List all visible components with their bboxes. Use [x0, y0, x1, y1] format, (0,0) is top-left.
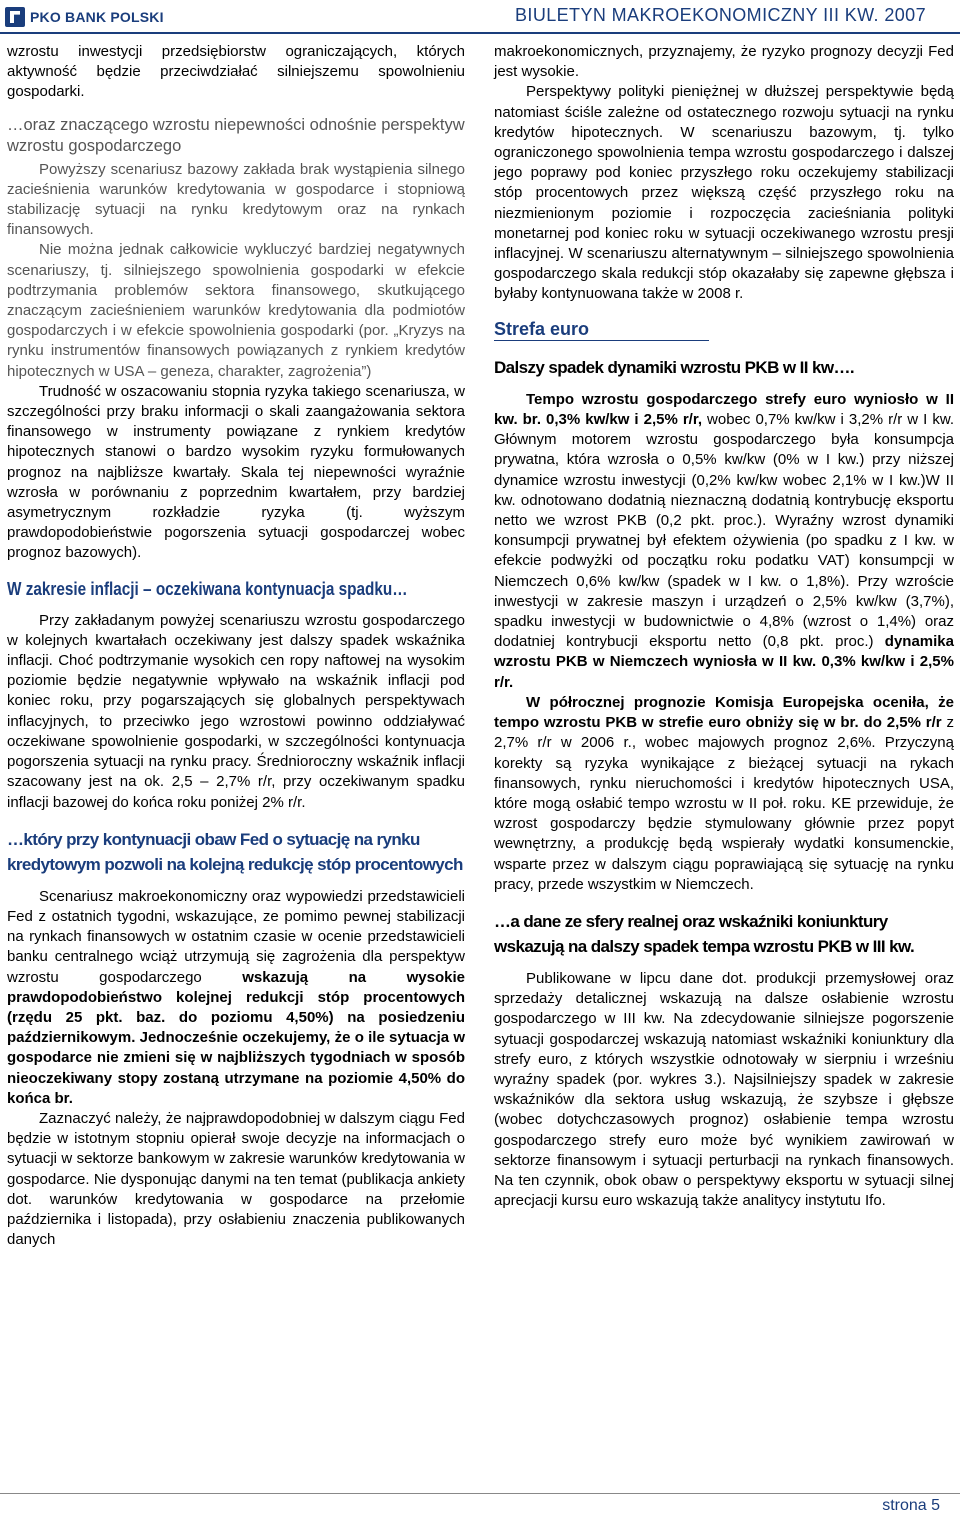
paragraph: Publikowane w lipcu dane dot. produkcji przemysłowej oraz sprzedaży detalicznej wskazują na dalsze osłabienie wzrostu gospodarczego w III kw. Na zdecydowanie silniejsze pogorszenie sytuacji gospodarczej wskazują natomiast wskaźniki koniunktury dla strefy euro, z których wszystkie odnotowały w sierpniu i wrześniu wyraźny spadek (por. wykres 3.). Najsilniejszy spadek w zakresie wskaźników dla sektora usług wskazują, że szybsze i głębsze (wobec dotychczasowych prognoz) osłabienie tempa wzrostu gospodarczego strefy euro może być wynikiem zawirowań w sektorze finansowym i sytuacji perturbacji na rynkach finansowych. Na ten czynnik, obok obaw o perspektywy eksportu w sytuacji silnej aprecjacji kursu euro wskazują także analitycy instytutu Ifo. — [494, 969, 954, 1210]
page-header — [0, 0, 960, 34]
paragraph: makroekonomicznych, przyznajemy, że ryzyko prognozy decyzji Fed jest wysokie. — [494, 43, 954, 81]
paragraph: Perspektywy polityki pieniężnej w dłuższej perspektywie będą natomiast ściśle zależne od ostatecznego rozwoju sytuacji na rynku kredytów hipotecznych. W scenariuszu bazowym, tj. tylko ograniczonego spowolnienia tempa wzrostu gospodarczego i dalszej jego poprawy pod koniec przyszłego roku oczekujemy stabilizacji stóp procentowych przez większą część przyszłego roku na niezmienionym poziomie i rozpoczęcia zacieśniania polityki monetarnej pod koniec roku w sytuacji oczekiwanego wzrostu presji inflacyjnej. W scenariuszu alternatywnym – silniejszego spowolnienia gospodarczego skala redukcji stóp okazałaby się zapewne głębsza i byłaby kontynuowana także w 2008 r. — [494, 83, 954, 303]
page-number: strona 5 — [882, 1497, 940, 1514]
logo-text: PKO BANK POLSKI — [30, 9, 164, 25]
paragraph-bold: wskazują na wysokie prawdopodobieństwo kolejnej redukcji stóp procentowych (rzędu 25 pkt. baz. do poziomu 4,50%) na posiedzeniu październikowym. Jednocześnie oczekujemy, że o ile sytuacja w gospodarce nie zmieni się w najbliższych tygodniach w sposób nieoczekiwany stopy zostaną utrzymane na poziomie 4,50% do końca br. — [7, 968, 466, 1107]
paragraph-text: z 2,7% r/r w 2006 r., wobec majowych prognoz 2,6%. Przyczyną korekty są ryzyka wynikające z bieżącej sytuacji na rykach finansowych, rynku nieruchomości i kredytów hipotecznych USA, które mogą osłabić tempo wzrostu w II poł. roku. KE przewiduje, że wzrost gospodarczy będzie stymulowany głównie przez popyt wewnętrzny, a produkcję będą wspierały wydatki konsumenckie, wsparte przez w dalszym ciągu poprawiającą się sytuację na rynku pracy, przede wszystkim w Niemczech. — [494, 714, 954, 893]
paragraph: wzrostu inwestycji przedsiębiorstw ograniczających, których aktywność będzie przeciwdziałać silniejszemu spowolnieniu gospodarki. — [7, 43, 465, 101]
right-column — [494, 42, 954, 1211]
bulletin-title: BIULETYN MAKROEKONOMICZNY III KW. 2007 — [515, 5, 926, 25]
paragraph: Zaznaczyć należy, że najprawdopodobniej w dalszym ciągu Fed będzie w istotnym stopniu opierał swoje decyzje na informacjach o sytuacji w sektorze bankowym w zakresie warunków kredytowania w gospodarce. Nie dysponując danymi na ten temat (publikacja ankiety dot. warunków kredytowania w gospodarce na przełomie października i listopada), przy osłabieniu znaczenia publikowanych danych — [7, 1109, 465, 1249]
section-heading: W zakresie inflacji – oczekiwana kontynuacja spadku… — [7, 578, 408, 599]
section-heading: Dalszy spadek dynamiki wzrostu PKB w II kw…. — [494, 357, 854, 377]
section-heading: …który przy kontynuacji obaw Fed o sytuację na rynku kredytowym pozwoli na kolejną redukcję stóp procentowych — [7, 829, 463, 874]
section-heading: …a dane ze sfery realnej oraz wskaźniki koniunktury wskazują na dalszy spadek tempa wzrostu PKB w III kw. — [494, 911, 915, 956]
header-divider — [0, 32, 960, 34]
paragraph: Nie można jednak całkowicie wykluczyć bardziej negatywnych scenariuszy, tj. silniejszego spowolnienia gospodarki w efekcie podtrzymania problemów sektora finansowego, skutkującego znaczącym zacieśnieniem warunków kredytowania dla podmiotów gospodarczych i w efekcie spowolnienia gospodarki (por. „Kryzys na rynku instrumentów finansowych powiązanych z rynkiem kredytów hipotecznych w USA – geneza, charakter, zagrożenia”) — [7, 241, 465, 380]
paragraph-bold: Tempo wzrostu gospodarczego strefy euro wyniosło w II kw. br. 0,3% kw/kw i 2,5% r/r, — [494, 390, 954, 429]
paragraph-text: wobec 0,7% kw/kw i 3,2% r/r w I kw. Głównym motorem wzrostu gospodarczego była konsumpcja prywatna, która wzrosła o 0,5% kw/kw (0% w I kw.) przy niższej dynamice wzrostu inwestycji (0,2% kw/kw wobec 2,1% w I kw.)W II kw. odnotowano dodatnią nieznaczną dodatnią kontrybucję eksportu netto we wzrost PKB (0,2 pkt. proc.). Wyraźny wzrost dynamiki konsumpcji prywatnej był efektem ożywienia (po spadku z I kw. w efekcie podwyżki od początku roku podatku VAT) konsumpcji w Niemczech 0,6% kw/kw (spadek w I kw. o 1,8%). Przy wzroście inwestycji w zakresie maszyn i urządzeń o 2,5% kw/kw (3,7%), spadku inwestycji w budownictwie o 4,8% (wzrost o 1,4%) oraz dodatniej kontrybucji eksportu netto (0,8 pkt. proc.) — [494, 411, 954, 651]
section-title: Strefa euro — [494, 319, 709, 341]
paragraph: Przy zakładanym powyżej scenariuszu wzrostu gospodarczego w kolejnych kwartałach oczekiwany jest dalszy spadek wskaźnika inflacji. Choć podtrzymanie wysokich cen ropy naftowej na wysokim poziomie będzie negatywnie wpływało na wskaźnik inflacji pod koniec roku, przy pogarszających się globalnych perspektywach inflacyjnych, to przeciwko jego wzrostowi powinno oddziaływać oczekiwane spowolnienie gospodarki, w szczególności kontynuacja pogorszenia sytuacji na rynku pracy. Średnioroczny wskaźnik inflacji szacowany jest na ok. 2,5 – 2,7% r/r, przy oczekiwanym spadku inflacji bazowej do końca roku poniżej 2% r/r. — [7, 611, 465, 811]
paragraph — [494, 693, 954, 895]
section-heading: …oraz znaczącego wzrostu niepewności odnośnie perspektyw wzrostu gospodarczego — [7, 115, 465, 155]
paragraph-bold: dynamika wzrostu PKB w Niemczech wyniosła w II kw. 0,3% kw/kw i 2,5% r/r. — [494, 633, 954, 691]
paragraph-bold: W półrocznej prognozie Komisja Europejska oceniła, że tempo wzrostu PKB w strefie euro obniży się w br. do 2,5% r/r — [494, 693, 954, 732]
bank-logo — [5, 7, 164, 27]
paragraph: Trudność w oszacowaniu stopnia ryzyka takiego scenariusza, w szczególności przy braku informacji o skali zaangażowania sektora finansowego w instrumenty powiązane z rynkiem kredytów hipotecznych stanowi o bardzo wysokim ryzyku formułowanych prognoz na najbliższe kwartały. Skala tej niepewności wyraźnie wzrosła w porównaniu z poprzednim kwartałem, przy bardziej asymetrycznym rozkładzie ryzyka (tj. wyższym prawdopodobieństwie pogorszenia sytuacji gospodarczej wobec prognoz bazowych). — [7, 382, 465, 562]
paragraph — [7, 887, 465, 1109]
pko-logo-icon — [5, 7, 25, 27]
footer-divider — [0, 1493, 960, 1494]
left-column — [7, 42, 465, 1250]
paragraph-text: Scenariusz makroekonomiczny oraz wypowiedzi przedstawicieli Fed z ostatnich tygodni, wskazujące, ze pomimo pewnej stabilizacji na rynkach finansowych w ostatnim czasie w ocenie przedstawicieli banku centralnego wciąż utrzymują się zagrożenia dla perspektyw wzrostu gospodarczego — [7, 887, 465, 986]
paragraph: Powyższy scenariusz bazowy zakłada brak wystąpienia silnego zacieśnienia warunków kredytowania w gospodarce i stopniową stabilizację sytuacji na rynku kredytowym oraz na rynkach finansowych. — [7, 160, 465, 239]
paragraph — [494, 390, 954, 693]
